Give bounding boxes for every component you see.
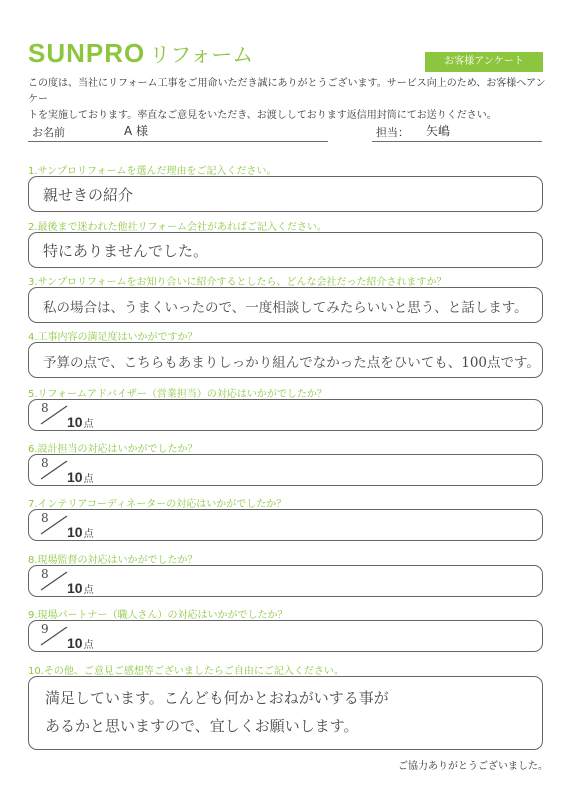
question-6-label: 6.設計担当の対応はいかがでしたか？: [28, 444, 198, 455]
intro-line-1: この度は、当社にリフォーム工事をご用命いただき誠にありがとうございます。サービス向上のため、お客様へアンケー: [28, 78, 546, 105]
question-10-label: 10.その他、ご意見ご感想等ございましたらご自由にご記入ください。: [28, 666, 344, 677]
question-9-score-box: [28, 620, 543, 652]
survey-badge: お客様アンケート: [425, 52, 543, 72]
question-3-answer-box: [28, 287, 543, 323]
question-10-answer-line-1: 満足しています。こんども何かとおねがいする事が: [45, 689, 389, 707]
fraction-slash-icon: [39, 459, 69, 481]
staff-value: 矢嶋: [426, 124, 451, 138]
question-8-score-max: 10点: [67, 580, 94, 596]
intro-line-2: トを実施しております。率直なご意見をいただき、お渡ししております返信用封筒にてお送りください。: [28, 110, 497, 121]
question-1-answer-box: [28, 176, 543, 212]
fraction-slash-icon: [39, 570, 69, 592]
question-6-score-given: 8: [41, 456, 49, 470]
question-9-score-max: 10点: [67, 635, 94, 651]
fraction-slash-icon: [39, 514, 69, 536]
logo-brand: SUNPRO: [28, 38, 146, 68]
question-9-score-given: 9: [41, 622, 49, 636]
name-value: A 様: [124, 124, 149, 138]
question-2-answer-box: [28, 232, 543, 268]
question-7-label: 7.インテリアコーディネーターの対応はいかがでしたか？: [28, 499, 287, 510]
staff-label: 担当：: [376, 126, 409, 139]
question-7-score-box: [28, 509, 543, 541]
logo-reform: リフォーム: [149, 44, 254, 67]
question-5-label: 5.リフォームアドバイザー（営業担当）の対応はいかがでしたか？: [28, 389, 327, 400]
question-1-answer: 親せきの紹介: [43, 186, 134, 204]
question-5-score-given: 8: [41, 401, 49, 415]
sunpro-logo: [28, 38, 253, 69]
question-6-score-box: [28, 454, 543, 486]
question-10-answer-box: [28, 676, 543, 750]
staff-field: [372, 120, 542, 142]
question-5-score-max: 10点: [67, 414, 94, 430]
question-5-score-box: [28, 399, 543, 431]
question-8-score-given: 8: [41, 567, 49, 581]
question-4-answer: 予算の点で、こちらもあまりしっかり組んでなかった点をひいても、100点です。: [43, 355, 540, 371]
question-3-label: 3.サンプロリフォームをお知り合いに紹介するとしたら、どんな会社だった紹介されますか？: [28, 277, 447, 288]
name-label: お名前: [32, 126, 65, 139]
question-2-label: 2.最後まで迷われた他社リフォーム会社があればご記入ください。: [28, 222, 328, 233]
question-7-score-given: 8: [41, 511, 49, 525]
question-7-score-max: 10点: [67, 524, 94, 540]
question-3-answer: 私の場合は、うまくいったので、一度相談してみたらいいと思う、と話します。: [43, 300, 528, 316]
question-8-score-box: [28, 565, 543, 597]
question-2-answer: 特にありませんでした。: [43, 242, 209, 260]
question-8-label: 8.現場監督の対応はいかがでしたか？: [28, 555, 198, 566]
fraction-slash-icon: [39, 625, 69, 647]
thank-you-note: ご協力ありがとうございました。: [398, 761, 548, 772]
question-9-label: 9.現場パートナー（職人さん）の対応はいかがでしたか？: [28, 610, 288, 621]
question-1-label: 1.サンプロリフォームを選んだ理由をご記入ください。: [28, 166, 277, 177]
question-10-answer-line-2: あるかと思いますので、宜しくお願いします。: [45, 717, 359, 735]
intro-text: [28, 76, 548, 124]
question-6-score-max: 10点: [67, 469, 94, 485]
fraction-slash-icon: [39, 404, 69, 426]
question-4-answer-box: [28, 342, 543, 378]
customer-name-field: [28, 120, 328, 142]
question-4-label: 4.工事内容の満足度はいかがですか？: [28, 332, 198, 343]
